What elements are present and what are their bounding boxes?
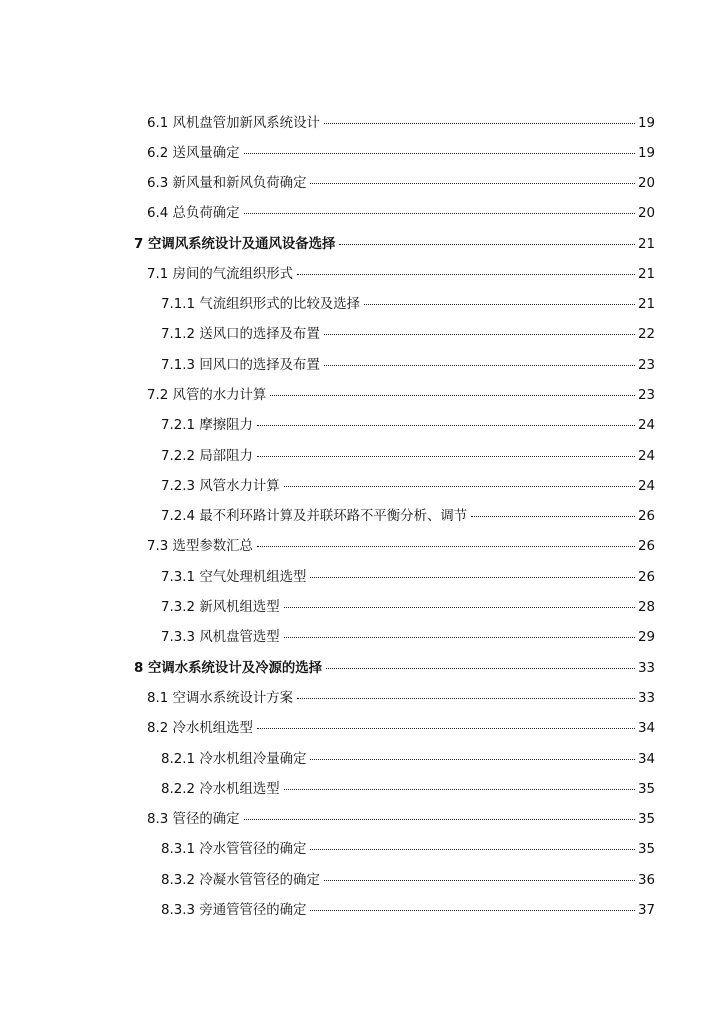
toc-entry[interactable]	[161, 324, 655, 346]
toc-chapter-entry[interactable]	[134, 658, 655, 680]
toc-entry-page: 19	[637, 116, 655, 131]
toc-entry[interactable]	[161, 900, 655, 922]
dot-leader	[364, 304, 635, 305]
dot-leader	[284, 637, 635, 638]
toc-entry[interactable]	[147, 536, 655, 558]
toc-entry-page: 28	[637, 600, 655, 615]
toc-entry-title: 8 空调水系统设计及冷源的选择	[134, 661, 323, 676]
dot-leader	[257, 456, 635, 457]
toc-entry-page: 21	[637, 267, 655, 282]
toc-entry[interactable]	[147, 809, 655, 831]
toc-entry-page: 24	[637, 449, 655, 464]
toc-entry[interactable]	[161, 355, 655, 377]
toc-entry[interactable]	[161, 870, 655, 892]
toc-entry[interactable]	[147, 113, 655, 135]
toc-entry-title: 7.1.2 送风口的选择及布置	[161, 327, 320, 342]
dot-leader	[244, 819, 635, 820]
dot-leader	[324, 123, 635, 124]
toc-entry-page: 24	[637, 479, 655, 494]
dot-leader	[310, 577, 635, 578]
toc-entry-title: 7.1.3 回风口的选择及布置	[161, 358, 320, 373]
toc-entry-title: 8.3 管径的确定	[147, 812, 240, 827]
dot-leader	[284, 789, 635, 790]
toc-entry[interactable]	[161, 506, 655, 528]
toc-entry-page: 34	[637, 752, 655, 767]
toc-entry-title: 8.3.1 冷水管管径的确定	[161, 842, 307, 857]
toc-entry-page: 20	[637, 176, 655, 191]
toc-entry-page: 26	[637, 570, 655, 585]
toc-entry-title: 8.2.2 冷水机组选型	[161, 782, 280, 797]
toc-entry-title: 7.3.2 新风机组选型	[161, 600, 280, 615]
toc-entry-title: 7.2.2 局部阻力	[161, 449, 253, 464]
dot-leader	[324, 880, 635, 881]
toc-entry-title: 7.2.3 风管水力计算	[161, 479, 280, 494]
toc-entry-title: 7 空调风系统设计及通风设备选择	[134, 237, 336, 252]
toc-entry-title: 7.3.1 空气处理机组选型	[161, 570, 307, 585]
dot-leader	[270, 395, 635, 396]
dot-leader	[339, 244, 635, 245]
dot-leader	[244, 153, 635, 154]
dot-leader	[310, 849, 635, 850]
toc-entry-page: 24	[637, 418, 655, 433]
toc-entry[interactable]	[147, 385, 655, 407]
toc-entry[interactable]	[147, 143, 655, 165]
dot-leader	[284, 486, 635, 487]
dot-leader	[297, 274, 635, 275]
toc-entry[interactable]	[161, 597, 655, 619]
toc-entry-title: 8.3.2 冷凝水管管径的确定	[161, 873, 320, 888]
toc-entry[interactable]	[161, 749, 655, 771]
toc-entry-title: 8.2.1 冷水机组冷量确定	[161, 752, 307, 767]
toc-entry-title: 8.3.3 旁通管管径的确定	[161, 903, 307, 918]
toc-entry-title: 6.3 新风量和新风负荷确定	[147, 176, 307, 191]
toc-entry[interactable]	[161, 567, 655, 589]
dot-leader	[310, 183, 634, 184]
toc-entry[interactable]	[161, 294, 655, 316]
toc-entry-page: 35	[637, 782, 655, 797]
toc-entry-title: 8.1 空调水系统设计方案	[147, 691, 294, 706]
toc-entry-page: 22	[637, 327, 655, 342]
toc-entry-title: 7.2 风管的水力计算	[147, 388, 267, 403]
toc-entry[interactable]	[161, 476, 655, 498]
toc-entry-page: 23	[637, 388, 655, 403]
dot-leader	[244, 213, 635, 214]
toc-entry[interactable]	[147, 203, 655, 225]
toc-entry[interactable]	[161, 839, 655, 861]
toc-entry-page: 20	[637, 206, 655, 221]
toc-entry-page: 26	[637, 509, 655, 524]
toc-entry[interactable]	[161, 779, 655, 801]
toc-entry[interactable]	[147, 718, 655, 740]
toc-entry-title: 7.3 选型参数汇总	[147, 539, 253, 554]
dot-leader	[324, 365, 635, 366]
toc-entry-page: 19	[637, 146, 655, 161]
toc-entry-title: 7.2.4 最不利环路计算及并联环路不平衡分析、调节	[161, 509, 468, 524]
dot-leader	[284, 607, 635, 608]
dot-leader	[310, 759, 635, 760]
toc-entry[interactable]	[147, 173, 655, 195]
toc-entry-title: 6.4 总负荷确定	[147, 206, 240, 221]
toc-entry-page: 36	[637, 873, 655, 888]
dot-leader	[257, 546, 635, 547]
toc-entry-title: 7.3.3 风机盘管选型	[161, 630, 280, 645]
toc-entry-title: 7.1.1 气流组织形式的比较及选择	[161, 297, 361, 312]
toc-entry-page: 34	[637, 721, 655, 736]
toc-chapter-entry[interactable]	[134, 234, 655, 256]
toc-entry-page: 26	[637, 539, 655, 554]
dot-leader	[310, 910, 635, 911]
dot-leader	[324, 334, 635, 335]
toc-entry-page: 29	[637, 630, 655, 645]
toc-entry-page: 33	[637, 691, 655, 706]
toc-entry-title: 7.2.1 摩擦阻力	[161, 418, 253, 433]
toc-entry-title: 7.1 房间的气流组织形式	[147, 267, 294, 282]
toc-entry-page: 21	[637, 237, 655, 252]
toc-entry-page: 35	[637, 812, 655, 827]
toc-entry-page: 21	[637, 297, 655, 312]
toc-entry-page: 37	[637, 903, 655, 918]
toc-entry-page: 23	[637, 358, 655, 373]
toc-entry-page: 35	[637, 842, 655, 857]
toc-entry-title: 6.2 送风量确定	[147, 146, 240, 161]
toc-entry[interactable]	[161, 446, 655, 468]
toc-entry[interactable]	[161, 627, 655, 649]
dot-leader	[326, 668, 635, 669]
toc-entry[interactable]	[161, 415, 655, 437]
toc-entry[interactable]	[147, 264, 655, 286]
toc-entry-title: 6.1 风机盘管加新风系统设计	[147, 116, 320, 131]
dot-leader	[471, 516, 635, 517]
toc-entry-page: 33	[637, 661, 655, 676]
dot-leader	[257, 728, 635, 729]
toc-entry[interactable]	[147, 688, 655, 710]
dot-leader	[257, 425, 635, 426]
toc-entry-title: 8.2 冷水机组选型	[147, 721, 253, 736]
dot-leader	[297, 698, 635, 699]
